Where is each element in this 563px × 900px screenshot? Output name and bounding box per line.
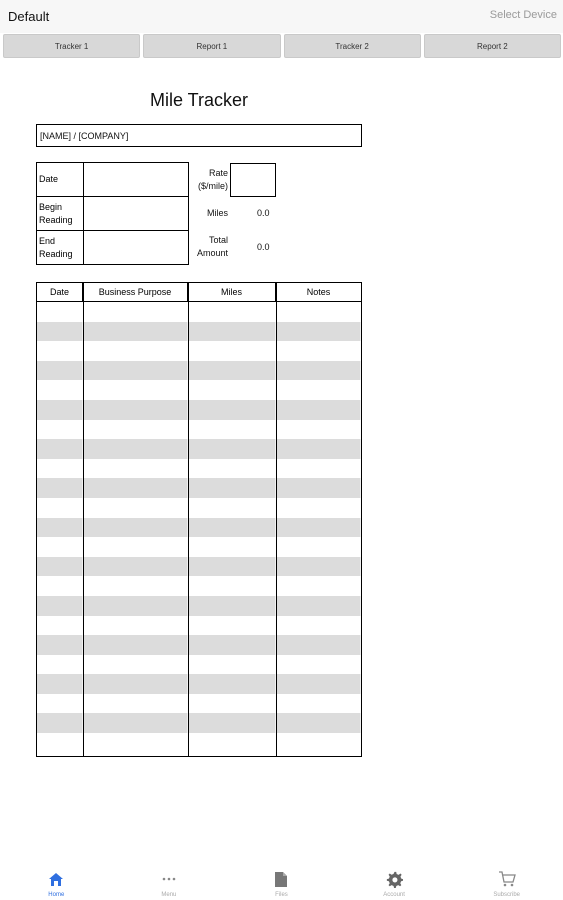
table-cell[interactable] — [83, 733, 188, 753]
sheet-title: Mile Tracker — [149, 90, 248, 110]
table-row[interactable] — [37, 400, 361, 420]
column-divider — [188, 283, 189, 756]
table-row[interactable] — [37, 596, 361, 616]
nav-home[interactable] — [0, 862, 113, 900]
table-cell[interactable] — [188, 616, 276, 636]
table-cell[interactable] — [37, 361, 83, 381]
log-header-row — [37, 283, 361, 302]
rate-label: Rate ($/mile) — [197, 168, 228, 191]
table-cell[interactable] — [276, 733, 361, 753]
table-cell[interactable] — [37, 713, 83, 733]
nav-files-label: Files — [275, 892, 288, 898]
table-row[interactable] — [37, 674, 361, 694]
table-cell[interactable] — [37, 322, 83, 342]
sheet-tabs — [3, 34, 561, 58]
table-row[interactable] — [37, 439, 361, 459]
file-icon — [271, 869, 291, 889]
table-cell[interactable] — [276, 478, 361, 498]
table-cell[interactable] — [188, 518, 276, 538]
table-cell[interactable] — [276, 459, 361, 479]
table-row[interactable] — [37, 380, 361, 400]
table-cell[interactable] — [37, 498, 83, 518]
table-cell[interactable] — [83, 361, 188, 381]
table-cell[interactable] — [276, 694, 361, 714]
date-cell[interactable] — [84, 163, 189, 197]
table-cell[interactable] — [83, 322, 188, 342]
column-divider — [276, 283, 277, 756]
table-row[interactable] — [37, 322, 361, 342]
end-reading-cell[interactable] — [84, 231, 189, 265]
table-cell[interactable] — [37, 596, 83, 616]
date-label: Date — [37, 163, 84, 197]
table-cell[interactable] — [37, 341, 83, 361]
table-cell[interactable] — [83, 596, 188, 616]
table-cell[interactable] — [276, 616, 361, 636]
table-row[interactable] — [37, 694, 361, 714]
table-cell[interactable] — [37, 420, 83, 440]
table-cell[interactable] — [188, 341, 276, 361]
nav-home-label: Home — [48, 892, 65, 898]
more-icon — [159, 869, 179, 889]
total-amount-label: Total Amount — [196, 235, 228, 258]
workbook-title: Default — [8, 9, 50, 24]
table-cell[interactable] — [188, 733, 276, 753]
table-cell[interactable] — [188, 420, 276, 440]
table-cell[interactable] — [83, 380, 188, 400]
table-row[interactable] — [37, 557, 361, 577]
cart-icon — [497, 869, 517, 889]
table-cell[interactable] — [276, 302, 361, 322]
table-cell[interactable] — [83, 341, 188, 361]
table-row[interactable] — [37, 341, 361, 361]
table-cell[interactable] — [188, 322, 276, 342]
table-cell[interactable] — [37, 557, 83, 577]
table-cell[interactable] — [188, 576, 276, 596]
table-cell[interactable] — [188, 674, 276, 694]
nav-account[interactable] — [338, 862, 451, 900]
table-cell[interactable] — [276, 420, 361, 440]
table-row[interactable] — [37, 498, 361, 518]
table-cell[interactable] — [188, 478, 276, 498]
table-cell[interactable] — [188, 537, 276, 557]
table-cell[interactable] — [83, 498, 188, 518]
nav-files[interactable] — [225, 862, 338, 900]
column-divider — [83, 283, 84, 756]
table-cell[interactable] — [188, 459, 276, 479]
table-cell[interactable] — [188, 557, 276, 577]
table-cell[interactable] — [188, 439, 276, 459]
table-cell[interactable] — [83, 655, 188, 675]
table-cell[interactable] — [276, 635, 361, 655]
table-cell[interactable] — [188, 498, 276, 518]
table-cell[interactable] — [188, 380, 276, 400]
table-cell[interactable] — [276, 400, 361, 420]
table-cell[interactable] — [37, 576, 83, 596]
table-cell[interactable] — [83, 537, 188, 557]
table-cell[interactable] — [276, 596, 361, 616]
table-cell[interactable] — [188, 400, 276, 420]
tab-report-2[interactable]: Report 2 — [424, 34, 561, 58]
table-cell[interactable] — [83, 400, 188, 420]
table-cell[interactable] — [37, 635, 83, 655]
table-cell[interactable] — [37, 478, 83, 498]
table-cell[interactable] — [83, 635, 188, 655]
table-cell[interactable] — [188, 655, 276, 675]
table-cell[interactable] — [83, 557, 188, 577]
table-cell[interactable] — [188, 596, 276, 616]
table-row[interactable] — [37, 478, 361, 498]
table-cell[interactable] — [37, 518, 83, 538]
gear-icon — [384, 869, 404, 889]
table-cell[interactable] — [276, 557, 361, 577]
table-cell[interactable] — [276, 537, 361, 557]
table-row[interactable] — [37, 459, 361, 479]
miles-label: Miles — [206, 208, 228, 218]
table-cell[interactable] — [276, 322, 361, 342]
select-device-button[interactable]: Select Device — [489, 9, 557, 21]
tab-report-1[interactable]: Report 1 — [143, 34, 280, 58]
table-row[interactable] — [37, 616, 361, 636]
table-cell[interactable] — [83, 518, 188, 538]
mileage-log-table — [36, 282, 362, 757]
miles-value: 0.0 — [257, 208, 270, 218]
table-cell[interactable] — [37, 655, 83, 675]
table-row[interactable] — [37, 361, 361, 381]
rate-input-cell[interactable] — [230, 163, 276, 197]
nav-menu[interactable] — [113, 862, 226, 900]
table-cell[interactable] — [83, 674, 188, 694]
table-cell[interactable] — [37, 400, 83, 420]
table-row[interactable] — [37, 420, 361, 440]
table-cell[interactable] — [83, 302, 188, 322]
table-cell[interactable] — [83, 459, 188, 479]
home-icon — [46, 869, 66, 889]
table-cell[interactable] — [188, 694, 276, 714]
table-row[interactable] — [37, 537, 361, 557]
table-row[interactable] — [37, 518, 361, 538]
table-cell[interactable] — [83, 694, 188, 714]
table-row[interactable] — [37, 713, 361, 733]
log-body — [37, 302, 361, 756]
tab-tracker-2[interactable]: Tracker 2 — [284, 34, 421, 58]
table-cell[interactable] — [83, 439, 188, 459]
table-cell[interactable] — [276, 498, 361, 518]
table-cell[interactable] — [37, 537, 83, 557]
table-row[interactable] — [37, 733, 361, 753]
log-header-notes: Notes — [306, 287, 331, 297]
table-cell[interactable] — [276, 576, 361, 596]
table-cell[interactable] — [37, 302, 83, 322]
table-cell[interactable] — [276, 341, 361, 361]
name-company-field[interactable]: [NAME] / [COMPANY] — [36, 124, 362, 147]
table-cell[interactable] — [188, 635, 276, 655]
table-cell[interactable] — [37, 616, 83, 636]
table-cell[interactable] — [37, 459, 83, 479]
table-cell[interactable] — [37, 694, 83, 714]
table-row[interactable] — [37, 576, 361, 596]
table-cell[interactable] — [276, 655, 361, 675]
nav-menu-label: Menu — [161, 892, 177, 898]
table-cell[interactable] — [83, 420, 188, 440]
log-header-business-purpose: Business Purpose — [83, 283, 188, 301]
table-row[interactable] — [37, 655, 361, 675]
begin-reading-cell[interactable] — [84, 197, 189, 231]
begin-reading-label: Begin Reading — [37, 197, 84, 231]
total-amount-value: 0.0 — [257, 242, 270, 252]
table-cell[interactable] — [276, 713, 361, 733]
table-cell[interactable] — [37, 439, 83, 459]
table-cell[interactable] — [276, 674, 361, 694]
table-cell[interactable] — [83, 576, 188, 596]
nav-subscribe[interactable] — [450, 862, 563, 900]
table-cell[interactable] — [188, 361, 276, 381]
nav-subscribe-label: Subscribe — [493, 892, 521, 898]
table-cell[interactable] — [83, 713, 188, 733]
table-cell[interactable] — [188, 713, 276, 733]
bottom-nav — [0, 862, 563, 900]
log-header-date: Date — [37, 283, 83, 301]
table-cell[interactable] — [276, 380, 361, 400]
tab-tracker-1[interactable]: Tracker 1 — [3, 34, 140, 58]
info-table — [36, 162, 189, 265]
table-row[interactable] — [37, 635, 361, 655]
table-cell[interactable] — [37, 380, 83, 400]
table-cell[interactable] — [83, 616, 188, 636]
table-cell[interactable] — [276, 518, 361, 538]
table-cell[interactable] — [188, 302, 276, 322]
table-row[interactable] — [37, 302, 361, 322]
end-reading-label: End Reading — [37, 231, 84, 265]
table-cell[interactable] — [37, 674, 83, 694]
table-cell[interactable] — [276, 361, 361, 381]
log-header-miles: Miles — [188, 283, 276, 301]
table-cell[interactable] — [276, 439, 361, 459]
table-cell[interactable] — [83, 478, 188, 498]
nav-account-label: Account — [383, 892, 405, 898]
top-bar — [0, 0, 563, 33]
table-cell[interactable] — [37, 733, 83, 753]
